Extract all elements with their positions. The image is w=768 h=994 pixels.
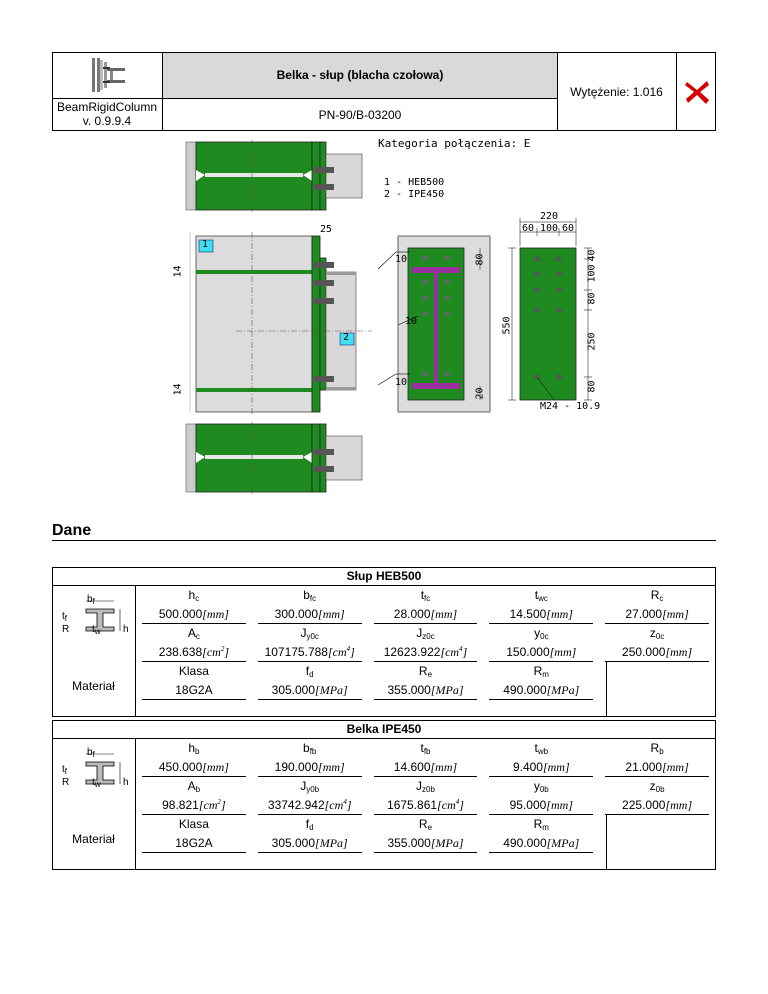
beam-prop-value: 18G2A [175, 836, 213, 850]
column-prop-label: $J_{z0c}$ [416, 626, 435, 641]
top-view [186, 140, 362, 212]
column-prop-value: 305.000[MPa] [271, 683, 348, 697]
sketch-R: R [62, 624, 70, 635]
column-prop-label: $R_e$ [418, 664, 433, 679]
column-prop-value: 14.500[mm] [509, 607, 573, 621]
app-logo-icon [86, 56, 128, 94]
sketch-tw: $t_w$ [92, 777, 101, 789]
column-prop-value-underline [258, 661, 362, 662]
dim-25: 25 [320, 224, 333, 235]
dim-10-top: 10 [395, 254, 408, 265]
dim-250: 250 [586, 332, 598, 351]
column-prop-value-underline [605, 623, 709, 624]
beam-prop-value-underline [489, 814, 593, 815]
beam-prop-value: $1675.861[cm^4]$ [387, 798, 464, 812]
beam-prop-value-underline [258, 852, 362, 853]
column-material-label: Materiał [72, 679, 115, 693]
beam-prop-value-underline [374, 776, 478, 777]
utilization-value: Wytężenie: 1.016 [570, 85, 663, 99]
beam-prop-label: $R_e$ [418, 817, 433, 832]
column-prop-value: 28.000[mm] [393, 607, 458, 621]
column-prop-value-underline [374, 661, 478, 662]
sketch-bf: $b_f$ [87, 594, 95, 606]
column-values-grid [136, 586, 715, 716]
column-prop-value: 490.000[MPa] [503, 683, 580, 697]
column-prop-label: $z_{0c}$ [649, 626, 665, 641]
marker-1: 1 [202, 239, 209, 250]
beam-prop-value-underline [142, 814, 246, 815]
beam-prop-label: $R_m$ [533, 817, 549, 832]
beam-prop-value: 450.000[mm] [158, 760, 229, 774]
beam-prop-label: $y_{0b}$ [533, 779, 549, 794]
beam-prop-value: 21.000[mm] [625, 760, 689, 774]
column-table-title: Słup HEB500 [346, 569, 422, 583]
app-version: v. 0.9.9.4 [82, 114, 132, 128]
sketch-tf: $t_f$ [62, 611, 68, 623]
beam-prop-label: $b_{fb}$ [303, 741, 317, 756]
column-prop-value-underline [374, 623, 478, 624]
beam-table-title: Belka IPE450 [346, 722, 422, 736]
column-table [52, 567, 716, 717]
sketch-bf: $b_f$ [87, 747, 95, 759]
legend-item-2: 2 - IPE450 [384, 189, 445, 200]
dim-10-mid: 10 [405, 316, 418, 327]
bolt-spec: M24 - 10.9 [540, 401, 601, 412]
beam-prop-value-underline [605, 776, 709, 777]
beam-prop-label: $J_{z0b}$ [416, 779, 435, 794]
beam-values-grid [136, 739, 715, 869]
sketch-h: h [123, 777, 129, 788]
beam-prop-value-underline [374, 852, 478, 853]
legend-item-1: 1 - HEB500 [384, 177, 445, 188]
dim-14-top: 14 [172, 265, 184, 278]
column-prop-label: $f_d$ [305, 664, 314, 679]
column-prop-value-underline [142, 623, 246, 624]
beam-prop-label: $z_{0b}$ [649, 779, 665, 794]
column-prop-value: 355.000[MPa] [387, 683, 464, 697]
beam-prop-label: $f_d$ [305, 817, 314, 832]
dim-14-bottom: 14 [172, 383, 184, 396]
column-prop-label: $h_c$ [188, 588, 200, 603]
column-prop-label: $A_c$ [187, 626, 200, 641]
beam-prop-value-underline [489, 852, 593, 853]
dim-550: 550 [501, 316, 513, 335]
beam-prop-value-underline [605, 814, 709, 815]
dim-80-left: 80 [474, 253, 486, 266]
beam-prop-value: 190.000[mm] [274, 760, 345, 774]
beam-prop-value: 14.600[mm] [393, 760, 458, 774]
plate-view [480, 218, 592, 400]
beam-prop-value: 490.000[MPa] [503, 836, 580, 850]
beam-prop-value: 225.000[mm] [622, 798, 693, 812]
column-prop-value-underline [142, 661, 246, 662]
beam-prop-label: $h_b$ [188, 741, 200, 756]
beam-prop-label: $t_{wb}$ [534, 741, 549, 756]
beam-prop-value-underline [142, 776, 246, 777]
app-name: BeamRigidColumn [56, 100, 158, 114]
column-prop-value-underline [605, 661, 709, 662]
column-prop-value: 300.000[mm] [274, 607, 345, 621]
beam-prop-value-underline [374, 814, 478, 815]
dim-20: 20 [474, 387, 486, 400]
column-prop-label: $t_{fc}$ [420, 588, 431, 603]
dim-10-bottom: 10 [395, 377, 408, 388]
column-prop-value: $107175.788[cm^4]$ [264, 645, 355, 659]
beam-prop-value: $33742.942[cm^4]$ [267, 798, 352, 812]
dim-100-right: 100 [586, 264, 598, 283]
beam-prop-label: $R_b$ [650, 741, 664, 756]
dim-80-bottom: 80 [586, 380, 598, 393]
column-prop-label: $t_{wc}$ [534, 588, 548, 603]
column-prop-value-underline [258, 699, 362, 700]
side-view [190, 232, 372, 416]
column-prop-value: 500.000[mm] [158, 607, 229, 621]
column-prop-value: $238.638[cm^2]$ [158, 645, 230, 659]
beam-prop-label: $J_{y0b}$ [300, 779, 320, 794]
column-prop-label: $b_{fc}$ [303, 588, 317, 603]
column-prop-value-underline [489, 623, 593, 624]
dim-60-right: 60 [562, 223, 575, 234]
beam-material-label: Materiał [72, 832, 115, 846]
beam-prop-value: 305.000[MPa] [271, 836, 348, 850]
beam-prop-value-underline [489, 776, 593, 777]
column-prop-label: $J_{y0c}$ [300, 626, 319, 641]
column-prop-value: 27.000[mm] [625, 607, 689, 621]
header-title: Belka - słup (blacha czołowa) [276, 68, 444, 82]
header-standard: PN-90/B-03200 [318, 108, 402, 122]
sketch-tf: $t_f$ [62, 764, 68, 776]
column-prop-value-underline [374, 699, 478, 700]
beam-prop-label: $t_{fb}$ [420, 741, 431, 756]
column-prop-value-underline [142, 699, 246, 700]
bottom-view [186, 422, 362, 494]
dim-80-right: 80 [586, 292, 598, 305]
column-prop-value: 18G2A [175, 683, 213, 697]
red-x-icon [684, 78, 710, 106]
column-prop-label: $R_c$ [650, 588, 664, 603]
beam-prop-value: 9.400[mm] [512, 760, 570, 774]
dim-60-left: 60 [522, 223, 535, 234]
connection-category: Kategoria połączenia: E [378, 137, 531, 150]
beam-prop-label: Klasa [178, 817, 209, 831]
beam-prop-label: $A_b$ [187, 779, 201, 794]
column-prop-label: $y_{0c}$ [534, 626, 549, 641]
marker-2: 2 [343, 332, 350, 343]
beam-prop-value-underline [142, 852, 246, 853]
dim-100: 100 [540, 223, 559, 234]
beam-prop-value: 355.000[MPa] [387, 836, 464, 850]
sketch-h: h [123, 624, 129, 635]
beam-prop-value: 95.000[mm] [509, 798, 573, 812]
sketch-tw: $t_w$ [92, 624, 101, 636]
column-prop-value: $12623.922[cm^4]$ [383, 645, 468, 659]
column-prop-value-underline [489, 699, 593, 700]
column-prop-value: 250.000[mm] [622, 645, 693, 659]
section-title: Dane [52, 522, 92, 539]
beam-prop-value-underline [258, 776, 362, 777]
column-prop-value-underline [489, 661, 593, 662]
column-prop-value: 150.000[mm] [506, 645, 577, 659]
beam-table [52, 720, 716, 870]
beam-prop-value-underline [258, 814, 362, 815]
sketch-R: R [62, 777, 70, 788]
column-prop-label: $R_m$ [533, 664, 549, 679]
dim-220: 220 [540, 211, 559, 222]
dim-40: 40 [586, 249, 598, 262]
column-prop-value-underline [258, 623, 362, 624]
column-prop-label: Klasa [178, 664, 209, 678]
beam-prop-value: $98.821[cm^2]$ [162, 798, 226, 812]
